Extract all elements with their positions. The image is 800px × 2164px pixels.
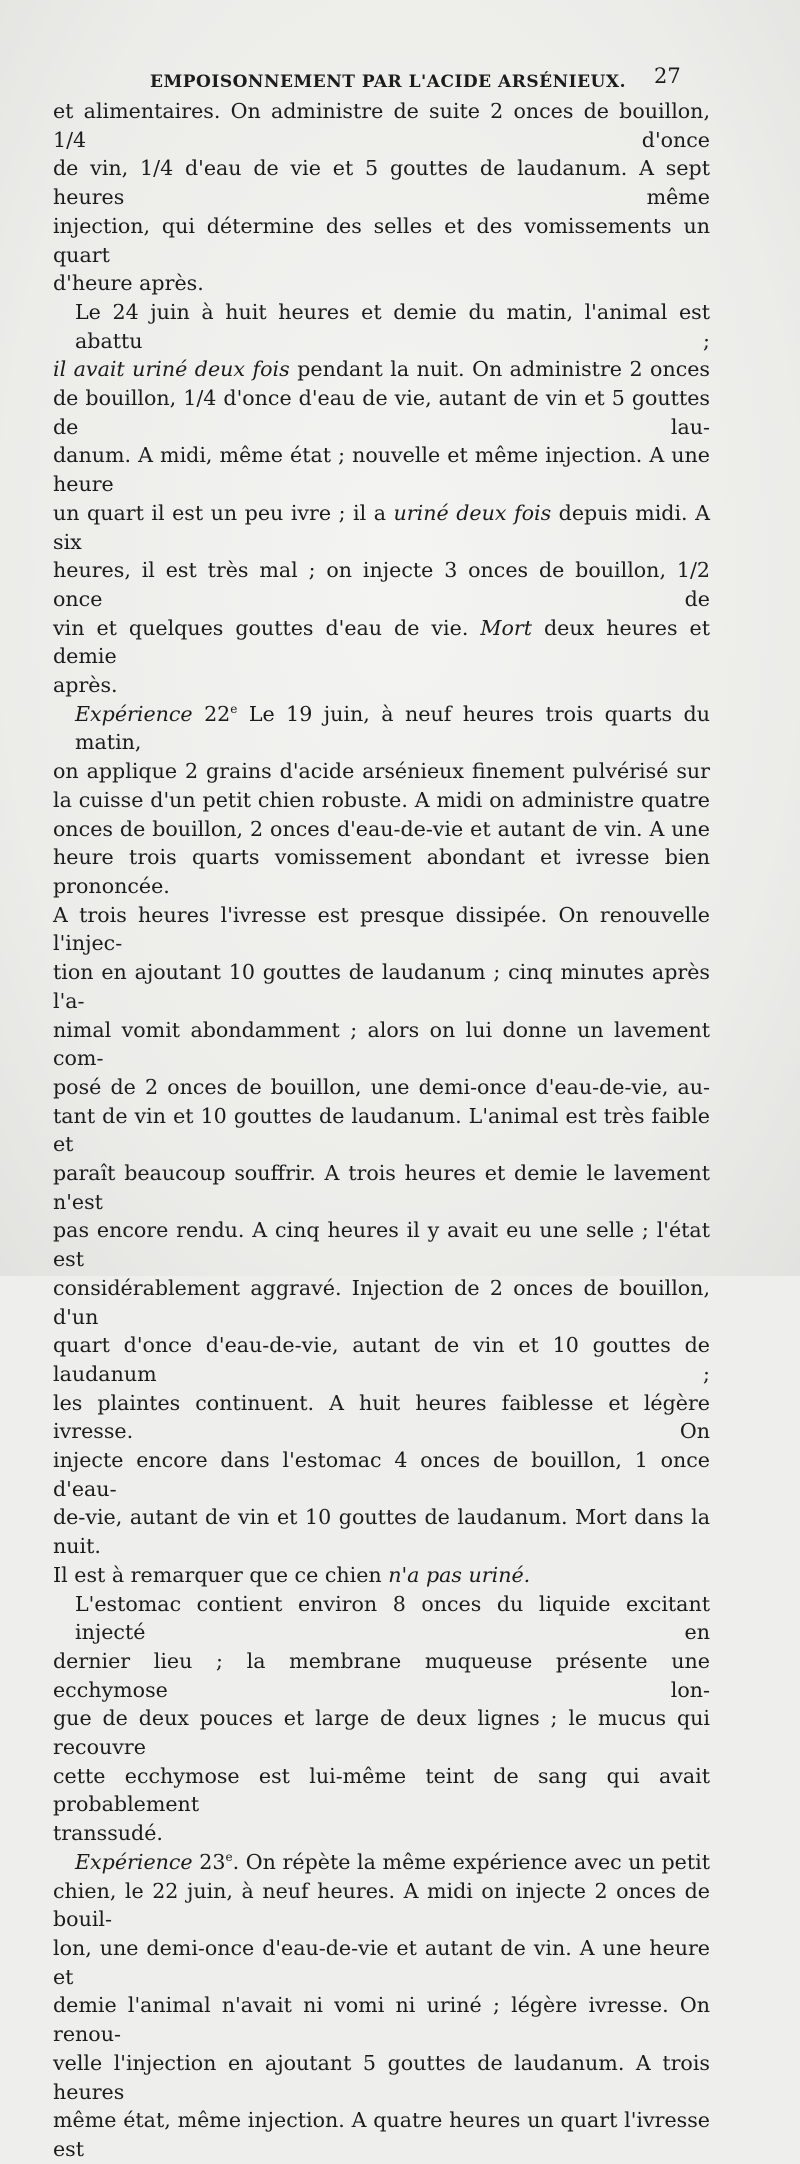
text-line [53,212,710,269]
text-line [53,384,710,441]
text-line [53,1590,710,1647]
superscript-text: e [225,1850,233,1865]
text-segment: pendant la nuit. On administre 2 onces [289,357,710,382]
text-line [53,700,710,757]
text-line-content: considérablement aggravé. Injection de 2 onces de bouillon, d'un [53,1275,710,1329]
text-line [53,355,710,384]
text-line [53,1331,710,1388]
text-segment: 22 [192,701,231,726]
text-line-content: après. [53,673,118,698]
text-line-content: posé de 2 onces de bouillon, une demi-once d'eau-de-vie, au- [53,1074,710,1099]
text-segment: depuis midi. A six [53,500,710,554]
text-line-content: pas encore rendu. A cinq heures il y avait eu une selle ; l'état est [53,1218,710,1272]
text-line-content: onces de bouillon, 2 onces d'eau-de-vie et autant de vin. A une [53,816,710,841]
text-line-content: nimal vomit abondamment ; alors on lui donne un lavement com- [53,1017,710,1071]
superscript-text: e [230,701,238,716]
text-line-content: heures, il est très mal ; on injecte 3 onces de bouillon, 1/2 once de [53,558,710,611]
body-text [53,97,710,2164]
text-line [53,1016,710,1073]
text-line [53,1762,710,1819]
text-line-content: A trois heures l'ivresse est presque dissipée. On renouvelle l'injec- [53,902,710,956]
text-line [53,1102,710,1159]
text-line-content: gue de deux pouces et large de deux lignes ; le mucus qui recouvre [53,1706,710,1760]
text-line-content: L'estomac contient environ 8 onces du liquide excitant injecté en [75,1591,710,1645]
text-line-content: on applique 2 grains d'acide arsénieux finement pulvérisé sur [53,759,710,784]
text-line [53,1934,710,1991]
text-line [53,1704,710,1761]
text-line-content: tant de vin et 10 gouttes de laudanum. L'animal est très faible et [53,1103,710,1157]
text-line [53,154,710,211]
page-number: 27 [654,64,681,88]
text-line-content: les plaintes continuent. A huit heures faiblesse et légère ivresse. On [53,1390,710,1444]
text-line [53,1389,710,1446]
italic-text: Expérience [75,1849,193,1874]
text-line-content: velle l'injection en ajoutant 5 gouttes de laudanum. A trois heures [53,2050,710,2104]
text-line [53,1561,710,1590]
text-line-content: heure trois quarts vomissement abondant et ivresse bien prononcée. [53,845,710,898]
text-line-content: lon, une demi-once d'eau-de-vie et autant de vin. A une heure et [53,1936,710,1989]
italic-text: il avait uriné deux fois [53,357,290,382]
text-line [53,97,710,154]
italic-text: uriné deux fois [393,500,552,525]
text-line [53,671,710,700]
text-line [53,556,710,613]
text-line-content: paraît beaucoup souffrir. A trois heures et demie le lavement n'est [53,1161,710,1214]
text-line [53,1647,710,1704]
text-line [53,786,710,815]
text-segment: Il est à remarquer que ce chien [53,1562,389,1587]
text-line [53,901,710,958]
italic-text: n'a pas uriné. [388,1562,531,1587]
text-line-content: chien, le 22 juin, à neuf heures. A midi on injecte 2 onces de bouil- [53,1878,710,1932]
text-line [53,2106,710,2163]
text-segment: deux heures et demie [53,615,710,669]
text-line-content: de bouillon, 1/4 d'once d'eau de vie, autant de vin et 5 gouttes de lau- [53,386,710,439]
page-header [50,62,690,102]
text-line [53,298,710,355]
text-line [53,441,710,498]
text-segment: un quart il est un peu ivre ; il a [53,500,394,525]
text-line-content: transsudé. [53,1821,163,1846]
text-line [53,1877,710,1934]
text-line [53,815,710,844]
text-line [53,1503,710,1560]
italic-text: Expérience [75,701,193,726]
text-line [53,1274,710,1331]
text-line [53,269,710,298]
text-line [53,958,710,1015]
text-line [53,1216,710,1273]
text-line-content: quart d'once d'eau-de-vie, autant de vin et 10 gouttes de laudanum ; [53,1333,710,1386]
text-line-content: même état, même injection. A quatre heures un quart l'ivresse est [53,2108,710,2161]
text-line-content: danum. A midi, même état ; nouvelle et même injection. A une heure [53,443,710,497]
text-line-content: d'heure après. [53,271,204,296]
text-line-content: tion en ajoutant 10 gouttes de laudanum ; cinq minutes après l'a- [53,960,710,1013]
running-title: EMPOISONNEMENT PAR L'ACIDE ARSÉNIEUX. [150,72,626,92]
text-line [53,1819,710,1848]
text-line-content: de vin, 1/4 d'eau de vie et 5 gouttes de laudanum. A sept heures même [53,156,710,210]
text-line [53,2049,710,2106]
text-line [53,1991,710,2048]
text-line [53,1159,710,1216]
text-segment: Le 19 juin, à neuf heures trois quarts du matin, [75,701,710,755]
text-line [53,499,710,556]
text-segment: 23 [192,1849,226,1874]
text-line [53,757,710,786]
text-line-content: Le 24 juin à huit heures et demie du matin, l'animal est abattu ; [75,299,710,353]
text-segment: vin et quelques gouttes d'eau de vie. [53,615,481,640]
text-line-content: de-vie, autant de vin et 10 gouttes de laudanum. Mort dans la nuit. [53,1505,710,1559]
text-line-content: injection, qui détermine des selles et des vomissements un quart [53,213,710,267]
italic-text: Mort [480,615,532,640]
text-line-content: demie l'animal n'avait ni vomi ni uriné ; légère ivresse. On renou- [53,1993,710,2047]
text-line-content: cette ecchymose est lui-même teint de sang qui avait probablement [53,1763,710,1817]
text-line [53,614,710,671]
text-line-content: la cuisse d'un petit chien robuste. A midi on administre quatre [53,787,710,812]
text-line [53,843,710,900]
text-line-content: injecte encore dans l'estomac 4 onces de bouillon, 1 once d'eau- [53,1448,710,1501]
text-line [53,1073,710,1102]
text-line [53,1848,710,1877]
text-line [53,1446,710,1503]
text-line-content: et alimentaires. On administre de suite 2 onces de bouillon, 1/4 d'once [53,99,710,152]
text-line-content: dernier lieu ; la membrane muqueuse présente une ecchymose lon- [53,1648,710,1702]
text-segment: . On répète la même expérience avec un petit [232,1849,710,1874]
